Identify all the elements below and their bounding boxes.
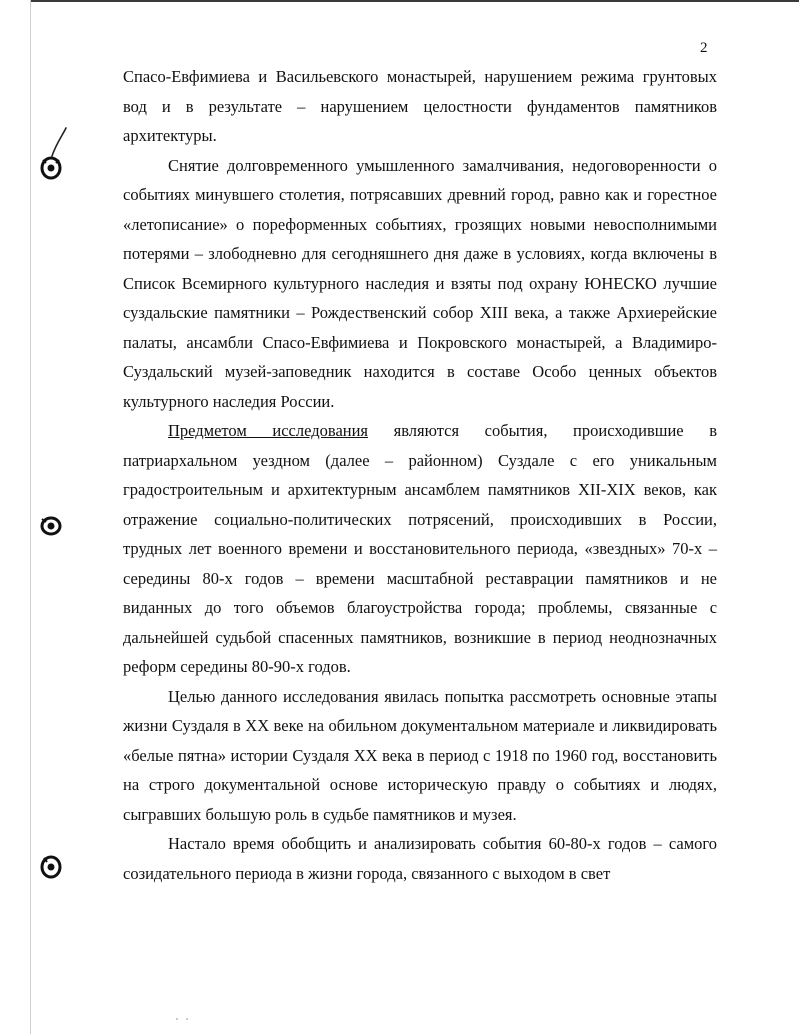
paragraph-4 — [123, 682, 717, 830]
text-line: являются события, происходившие в — [368, 421, 717, 440]
text-line: России, трудных лет военного времени и восстановительного периода, — [123, 509, 718, 558]
text-line: возникшие в период неоднозначных реформ середины 80-90-х годов. — [123, 627, 718, 676]
scan-speck — [186, 1018, 188, 1020]
document-body — [123, 62, 717, 888]
text-line: Суздальский музей-заповедник находится в составе Особо ценных объектов — [123, 362, 717, 381]
text-line: культурного наследия и взяты под охрану ЮНЕСКО лучшие суздальские — [123, 273, 717, 322]
text-line: 1960 год, восстановить на строго документальной основе историческую — [123, 745, 718, 794]
text-line: Целью данного исследования явилась попытка рассмотреть основные — [168, 686, 670, 706]
text-line: город, равно как и горестное «летописание» о пореформенных событиях, — [123, 185, 718, 234]
text-line: ликвидировать «белые пятна» истории Суздаля XX века в период с 1918 по — [123, 716, 718, 765]
text-line: грунтовых вод и в результате – нарушением целостности фундаментов — [123, 67, 717, 116]
text-line: правду о событиях и людях, сыгравших большую роль в судьбе памятников и — [123, 775, 718, 824]
binder-hole-icon — [38, 513, 64, 539]
text-line: ансамбли Спасо-Евфимиева и Покровского монастырей, а Владимиро- — [186, 332, 717, 352]
text-line: самого созидательного периода в жизни города, связанного с выходом в свет — [123, 834, 717, 883]
text-line: этапы жизни Суздаля в XX веке на обильном документальном материале и — [123, 686, 718, 735]
page-number: 2 — [700, 40, 708, 56]
text-line: музея. — [472, 804, 517, 824]
binder-hole-icon — [38, 155, 64, 181]
text-line: грозящих новыми невосполнимыми потерями – злободневно для — [123, 214, 717, 263]
subject-term: Предметом исследования — [168, 421, 369, 440]
text-line: «звездных» 70-х – середины 80-х годов – времени масштабной реставрации — [123, 539, 718, 588]
text-line: Настало время обобщить и анализировать события 60-80-х годов – — [168, 834, 662, 853]
text-line: патриархальном уездном (далее – районном) Суздале с его уникальным — [123, 450, 717, 470]
binder-hole-icon — [38, 854, 64, 880]
text-line: культурного наследия России. — [123, 391, 335, 411]
text-line: проблемы, связанные с дальнейшей судьбой спасенных памятников, — [123, 598, 718, 647]
paragraph-5 — [123, 829, 717, 888]
text-line: памятников архитектуры. — [123, 96, 718, 145]
paragraph-3 — [123, 416, 717, 682]
text-line: памятников и не виданных до того объемов благоустройства города; — [123, 568, 717, 617]
scan-top-border — [30, 0, 799, 2]
text-line: Спасо-Евфимиева и Васильевского монастырей, нарушением режима — [123, 67, 635, 86]
paragraph-1 — [123, 62, 717, 151]
text-line: сегодняшнего дня даже в условиях, когда включены в Список Всемирного — [123, 244, 717, 293]
paragraph-2 — [123, 151, 717, 417]
text-line: памятники – Рождественский собор XIII века, а также Архиерейские палаты, — [123, 303, 717, 352]
scan-left-edge — [30, 0, 31, 1034]
text-line: Снятие долговременного умышленного замалчивания, — [168, 155, 564, 175]
scan-speck — [176, 1018, 178, 1020]
text-line: градостроительным и архитектурным ансамблем памятников XII-XIX веков, — [123, 480, 686, 499]
text-line: недоговоренности о событиях минувшего столетия, потрясавших древний — [123, 155, 718, 204]
text-line: как отражение социально-политических потрясений, происходивших в — [123, 480, 717, 529]
